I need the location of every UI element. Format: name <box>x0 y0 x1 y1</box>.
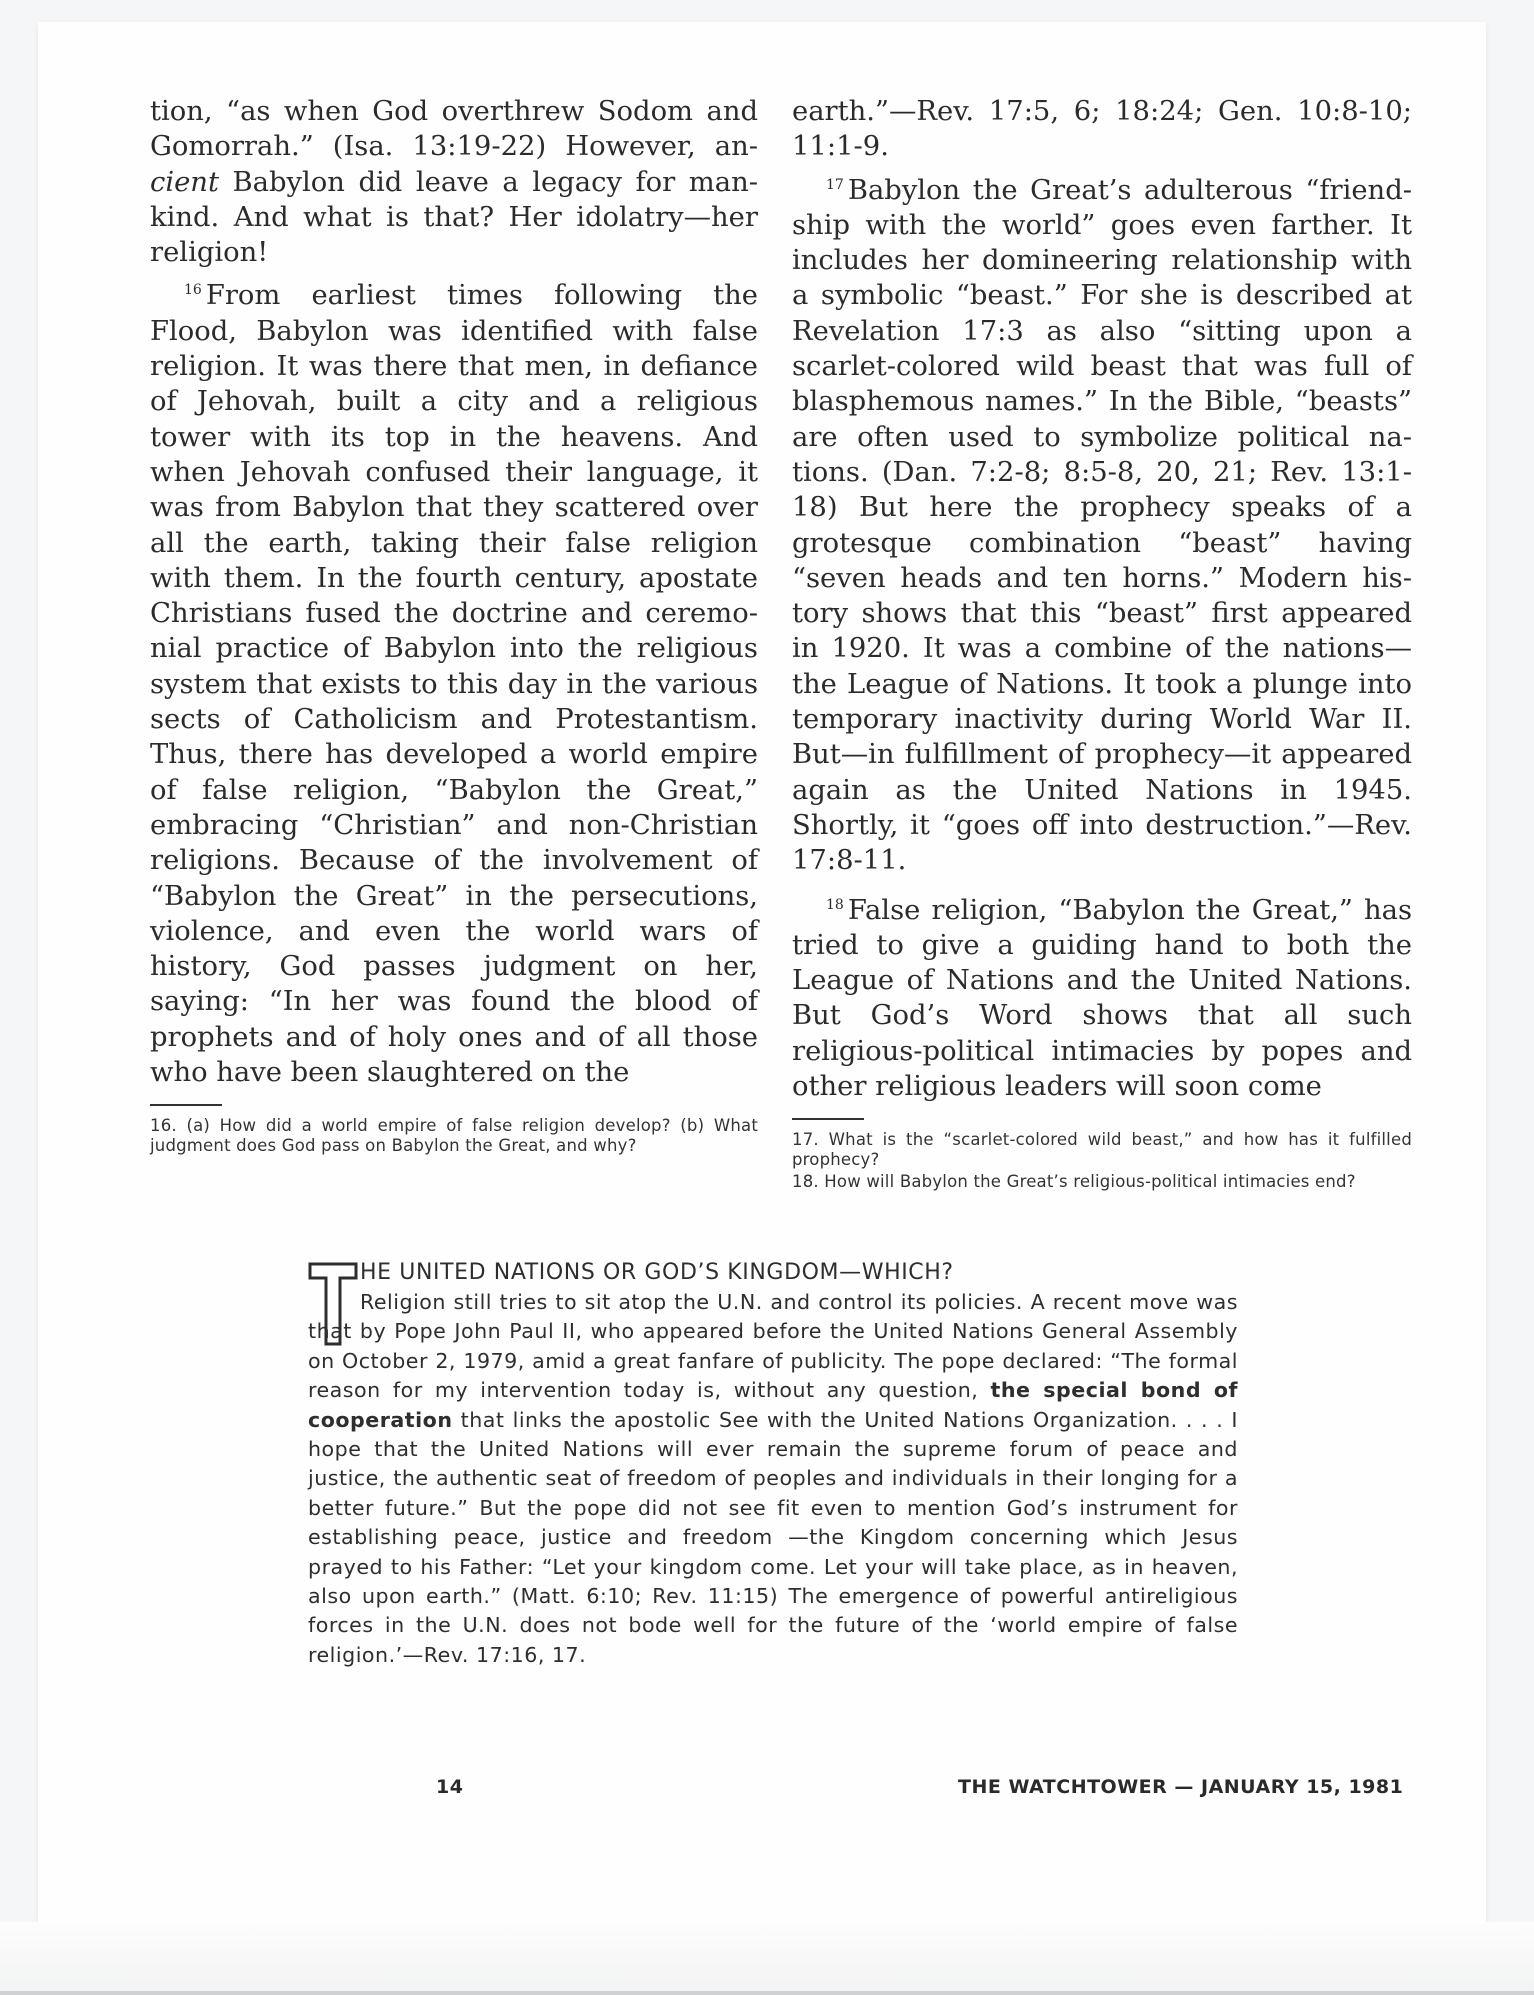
paragraph-16 <box>150 278 758 1090</box>
bold-run: the special bond of cooperation <box>308 1378 1238 1432</box>
text-run: that links the apostolic See with the United Nations Organization. . . . I hope that the United Nations will ever remain the supreme forum of peace and justice, the authentic seat of freedom of peoples and individuals in their longing for a better future.” But the pope did not see fit even to mention God’s instrument for establishing peace, justice and freedom —the Kingdom concerning which Jesus prayed to his Father: “Let your kingdom come. Let your will take place, as in heaven, also upon earth.” (Matt. 6:10; Rev. 11:15) The emergence of powerful antireligious forces in the U.N. does not bode well for the future of the ‘world empire of false religion.’—Rev. 17:16, 17. <box>308 1407 1238 1667</box>
running-footer: THE WATCHTOWER — JANUARY 15, 1981 <box>958 1776 1404 1798</box>
italic-run: cient <box>150 166 219 198</box>
study-question-16: 16. (a) How did a world empire of false religion develop? (b) What judgment does God pass on Babylon the Great, and why? <box>150 1116 758 1155</box>
sidebar-heading <box>308 1258 1238 1288</box>
left-column <box>150 94 758 1155</box>
footnote-divider <box>150 1104 222 1106</box>
right-column <box>792 94 1412 1192</box>
paragraph-text: Babylon the Great’s adulterous “friendship with the world” goes even farther. It includes her domineering relationship with a symbolic “beast.” For she is described at Revelation 17:3 as also “sitting upon a scarlet-colored wild beast that was full of blasphemous names.” In the Bible, “beasts” are often used to symbolize political nations. (Dan. 7:2-8; 8:5-8, 20, 21; Rev. 13:1-18) But here the prophecy speaks of a grotesque combination “beast” having “seven heads and ten horns.” Modern history shows that this “beast” first appeared in 1920. It was a combine of the nations—the League of Nations. It took a plunge into temporary inactivity during World War II. But—in fulfillment of prophecy—it appeared again as the United Nations in 1945. Shortly, it “goes off into destruction.”—Rev. 17:8-11. <box>792 174 1412 877</box>
text-run: Babylon did leave a legacy for mankind. And what is that? Her idolatry—her religion! <box>150 166 758 269</box>
page-number: 14 <box>436 1776 464 1798</box>
paragraph-17 <box>792 173 1412 879</box>
text-run: Religion still tries to sit atop the U.N. and control its policies. A recent move was that by Pope John Paul II, who appeared before the United Nations General Assembly on October 2, 1979, amid a great fanfare of publicity. The pope declared: “The formal reason for my intervention today is, without any question, <box>308 1290 1238 1403</box>
sidebar-heading-text: HE UNITED NATIONS OR GOD’S KINGDOM—WHICH? <box>360 1260 954 1285</box>
text-run: tion, “as when God overthrew Sodom and Gomorrah.” (Isa. 13:19-22) However, an <box>150 96 758 163</box>
paragraph-number: 18 <box>826 896 844 913</box>
sidebar-article <box>308 1258 1238 1670</box>
footnote-divider <box>792 1118 864 1120</box>
sidebar-body <box>308 1288 1238 1670</box>
paragraph-number: 16 <box>184 282 202 299</box>
paragraph-16-continuation: earth.”—Rev. 17:5, 6; 18:24; Gen. 10:8-10; 11:1-9. <box>792 96 1412 163</box>
paragraph-18 <box>792 893 1412 1105</box>
paragraph-15-continuation <box>150 94 758 270</box>
scan-background <box>0 1922 1534 1995</box>
paragraph-number: 17 <box>826 176 844 193</box>
scan-edge <box>0 1991 1534 1995</box>
paragraph-text: From earliest times following the Flood, Babylon was identified with false religion. It was there that men, in defiance of Jehovah, built a city and a religious tower with its top in the heavens. And when Jehovah confused their language, it was from Babylon that they scattered over all the earth, taking their false religion with them. In the fourth century, apostate Christians fused the doctrine and ceremonial practice of Babylon into the religious system that exists to this day in the various sects of Catholicism and Protestantism. Thus, there has developed a world empire of false religion, “Babylon the Great,” embracing “Christian” and non-Christian religions. Because of the involvement of “Babylon the Great” in the persecutions, violence, and even the world wars of history, God passes judgment on her, saying: “In her was found the blood of prophets and of holy ones and of all those who have been slaughtered on the <box>150 280 758 1089</box>
study-question-17: 17. What is the “scarlet-colored wild beast,” and how has it fulfilled prophecy? <box>792 1130 1412 1169</box>
paragraph-text: False religion, “Babylon the Great,” has tried to give a guiding hand to both the League of Nations and the United Nations. But God’s Word shows that all such religious-political intimacies by popes and other religious leaders will soon come <box>792 894 1412 1103</box>
study-question-18: 18. How will Babylon the Great’s religious-political intimacies end? <box>792 1172 1356 1192</box>
